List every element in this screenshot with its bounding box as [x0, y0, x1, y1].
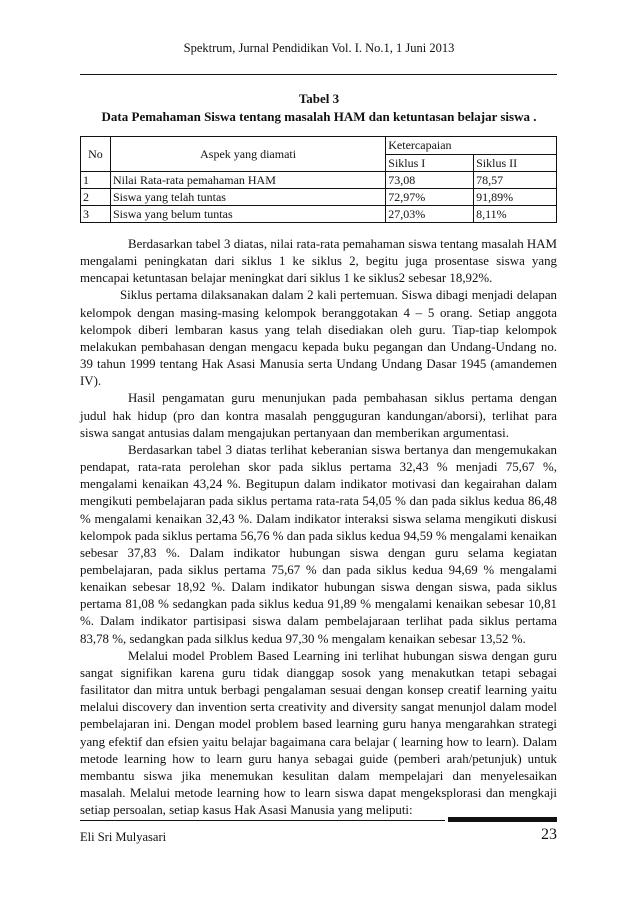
table-label: Tabel 3: [298, 91, 340, 106]
table-row: [81, 206, 557, 223]
paragraph: Siklus pertama dilaksanakan dalam 2 kali pertemuan. Siswa dibagi menjadi delapan kelompok dengan masing-masing kelompok beranggotakan 4 – 5 orang. Setiap anggota kelompok diberi lembaran kasus yang telah disediakan oleh guru. Tiap-tiap kelompok melakukan pembahasan dengan mengacu kepada buku pegangan dan Undang-Undang no. 39 tahun 1999 tentang Hak Asasi Manusia serta Undang Undang Dasar 1945 (amandemen IV).: [80, 288, 557, 389]
header-rule: [80, 74, 557, 75]
footer-author: Eli Sri Mulyasari: [80, 830, 167, 844]
header-achievement: Ketercapaian: [386, 137, 557, 155]
header-cycle-2: Siklus II: [474, 154, 557, 172]
data-table: [80, 136, 557, 223]
row-aspect: Nilai Rata-rata pemahaman HAM: [110, 172, 385, 189]
header-cycle-1: Siklus I: [386, 154, 474, 172]
row-no: 2: [81, 189, 111, 206]
row-cycle-1: 27,03%: [386, 206, 474, 223]
row-cycle-2: 91,89%: [474, 189, 557, 206]
table-header-row: [81, 137, 557, 155]
body-text: [80, 236, 557, 819]
table-title: Data Pemahaman Siswa tentang masalah HAM dan ketuntasan belajar siswa .: [101, 109, 537, 124]
paragraph: Melalui model Problem Based Learning ini terlihat hubungan siswa dengan guru sangat signifikan karena guru tidak dianggap sosok yang menakutkan tetapi sebagai fasilitator dan mitra untuk berbagi pengalaman sesuai dengan konsep creatif learning yaitu melalui discovery dan invention serta creativity and diversity sangat menunjol dalam model pembelajaran ini. Dengan model problem based learning guru hanya mengarahkan strategi yang efektif dan efsien yaitu belajar bagaimana cara belajar ( learning how to learn). Dalam metode learning how to learn guru hanya sebagai guide (pemberi arah/petunjuk) untuk membantu siswa jika menemukan kesulitan dalam mempelajari dan menyelesaikan masalah. Melalui metode learning how to learn siswa dapat mengeksplorasi dan mengkaji setiap persoalan, setiap kasus Hak Asasi Manusia yang meliputi:: [80, 648, 557, 818]
footer-rule: [80, 820, 445, 821]
row-no: 3: [81, 206, 111, 223]
paragraph: Berdasarkan tabel 3 diatas terlihat keberanian siswa bertanya dan mengemukakan pendapat, rata-rata perolehan skor pada siklus pertama 32,43 % menjadi 75,67 %, mengalami kenaikan 43,24 %. Begitupun dalam indikator motivasi dan kegairahan dalam mengikuti pembelajaran pada siklus pertama rata-rata 54,05 % dan pada siklus kedua 86,48 % mengalami kenaikan 32,43 %. Dalam indikator interaksi siswa selama mengikuti diskusi kelompok pada siklus pertama 56,76 % dan pada siklus kedua 94,59 % mengalami kenaikan sebesar 37,83 %. Dalam indikator hubungan siswa dengan guru selama kegiatan pembelajaran, pada siklus pertama 75,67 % dan pada siklus kedua 94,69 % mengalami kenaikan sebesar 18,92 %. Dalam indikator hubungan siswa dengan siswa, pada siklus pertama 81,08 % sedangkan pada siklus kedua 91,89 % mengalami kenaikan sebesar 10,81 %. Dalam indikator partisipasi siswa dalam pembelajaraan terlihat pada siklus pertama 83,78 %, sedangkan pada silklus kedua 97,30 % mengalam kenaikan sebesar 13,52 %.: [80, 442, 557, 646]
row-aspect: Siswa yang belum tuntas: [110, 206, 385, 223]
row-cycle-1: 72,97%: [386, 189, 474, 206]
row-cycle-1: 73,08: [386, 172, 474, 189]
table-row: [81, 189, 557, 206]
row-cycle-2: 8,11%: [474, 206, 557, 223]
header-no: No: [81, 137, 111, 172]
running-header: Spektrum, Jurnal Pendidikan Vol. I. No.1, 1 Juni 2013: [183, 41, 455, 55]
table-caption: [0, 90, 638, 126]
row-cycle-2: 78,57: [474, 172, 557, 189]
paragraph: Hasil pengamatan guru menunjukan pada pembahasan siklus pertama dengan judul hak hidup (pro dan kontra masalah pengguguran kandungan/aborsi), terlihat para siswa sangat antusias dalam mengajukan pertanyaan dan memberikan argumentasi.: [80, 391, 557, 440]
header-aspect: Aspek yang diamati: [110, 137, 385, 172]
row-no: 1: [81, 172, 111, 189]
table-row: [81, 172, 557, 189]
paragraph: Berdasarkan tabel 3 diatas, nilai rata-rata pemahaman siswa tentang masalah HAM mengalami peningkatan dari siklus 1 ke siklus 2, begitu juga prosentase siswa yang mencapai ketuntasan belajar meningkat dari siklus 1 ke siklus2 sebesar 18,92%.: [80, 237, 557, 286]
footer-bar: [448, 817, 557, 822]
row-aspect: Siswa yang telah tuntas: [110, 189, 385, 206]
page-number: 23: [541, 826, 557, 843]
